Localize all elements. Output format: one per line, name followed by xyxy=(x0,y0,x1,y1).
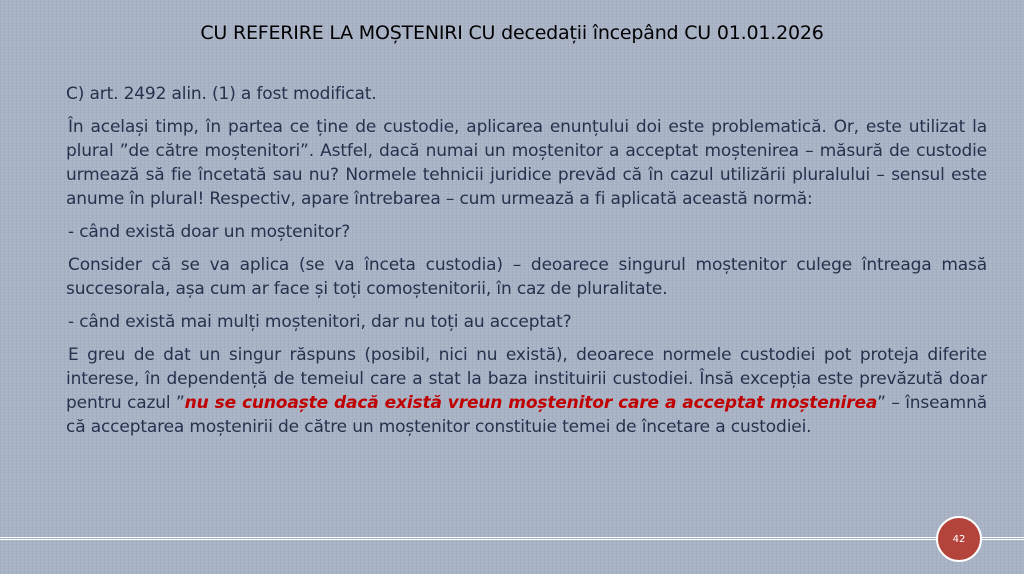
answer-text-end: ” – înseamnă că acceptarea moștenirii de către un moștenitor constituie temei de încetare a custodiei. xyxy=(66,393,987,437)
answer-text-start: E greu de dat un singur răspuns (posibil, nici nu există), deoarece normele custodiei pot proteja diferite interese, în dependență de temeiul care a stat la baza instituirii custodiei. Însă excepția este prevăzută doar pentru cazul ” xyxy=(66,345,987,413)
paragraph-question-multiple-heirs: - când există mai mulți moștenitori, dar nu toți au acceptat? xyxy=(68,312,572,332)
paragraph-article-modified: C) art. 2492 alin. (1) a fost modificat. xyxy=(66,84,377,104)
page-number: 42 xyxy=(952,533,966,545)
paragraph-question-single-heir: - când există doar un moștenitor? xyxy=(68,222,351,242)
paragraph-single-heir-answer: Consider că se va aplica (se va înceta custodia) – deoarece singurul moștenitor culege întreaga masă succesorala, așa cum ar face și toți comoștenitorii, în caz de pluralitate. xyxy=(66,255,987,299)
slide-content xyxy=(66,82,987,448)
paragraph-custody-problem: În același timp, în partea ce ține de custodie, aplicarea enunțului doi este problematică. Or, este utilizat la plural ”de către moștenitori”. Astfel, dacă numai un moștenitor a acceptat moștenirea – măsură de custodie urmează să fie încetată sau nu? Normele tehnicii juridice prevăd că în cazul utilizării pluralului – sensul este anume în plural! Respectiv, apare întrebarea – cum urmează a fi aplicată această normă: xyxy=(66,117,987,209)
slide-title: CU REFERIRE LA MOȘTENIRI CU decedații începând CU 01.01.2026 xyxy=(200,22,824,44)
page-number-badge xyxy=(936,516,982,562)
emphasized-exception-text: nu se cunoaște dacă există vreun moștenitor care a acceptat moștenirea xyxy=(184,393,878,413)
footer-divider xyxy=(0,537,1024,540)
paragraph-multiple-heirs-answer xyxy=(66,343,987,439)
